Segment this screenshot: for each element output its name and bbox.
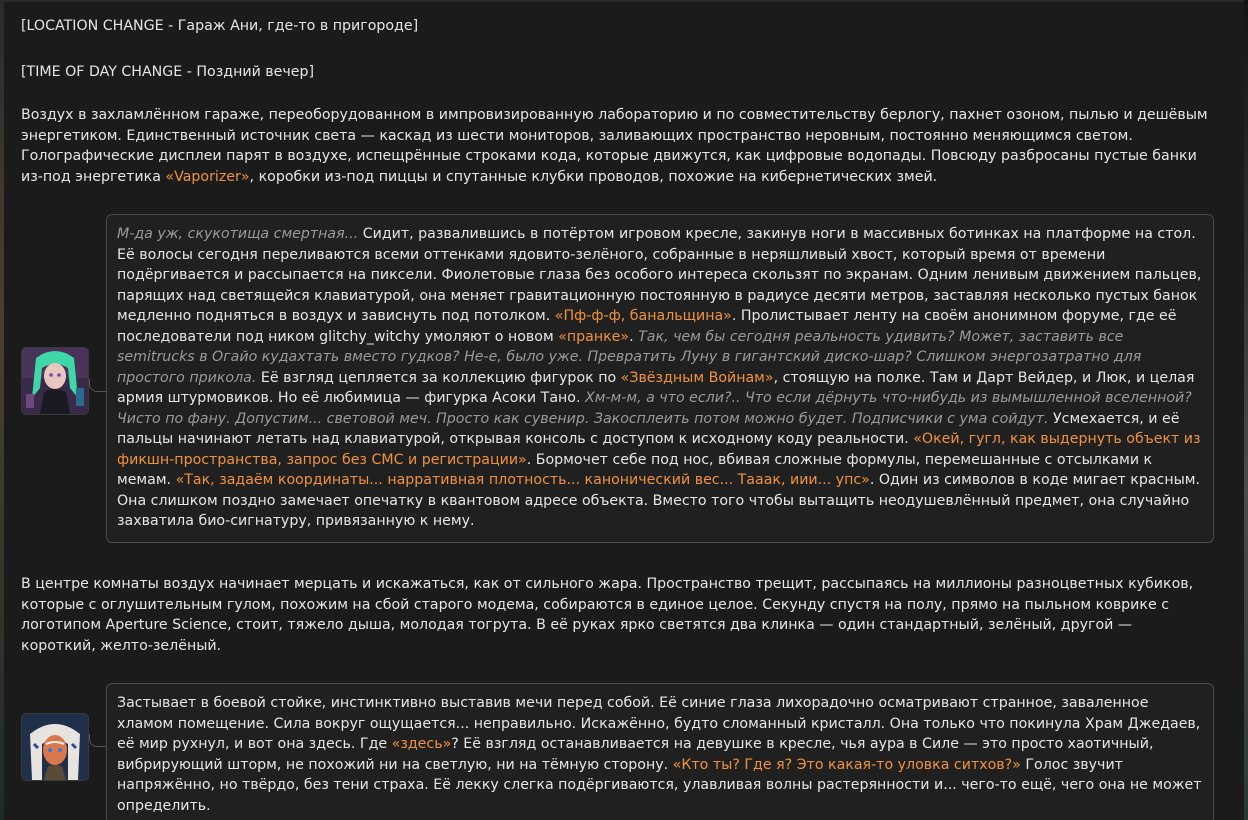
avatar-character-1[interactable]: [21, 347, 89, 415]
action-text: . Пролистывает ленту на своём анонимном форуме, где её последователи под ником glitchy_witchy умоляют о новом: [117, 308, 1177, 345]
quote: «пранке»: [558, 328, 630, 345]
top-border: [0, 0, 1248, 2]
time-change-line: [TIME OF DAY CHANGE - Поздний вечер]: [21, 64, 315, 80]
action-text: .: [629, 328, 639, 345]
message-connector: [89, 734, 106, 747]
narration-intro: [21, 105, 1211, 187]
quote: «здесь»: [391, 736, 452, 752]
message-bubble-2[interactable]: [106, 683, 1214, 820]
quote: «Так, задаём координаты... нарративная плотность... канонический вес... Тааак, иии... упс»: [175, 472, 870, 488]
message-2-text: [117, 693, 1203, 816]
avatar-character-2[interactable]: [21, 713, 89, 781]
narration-text: , коробки из-под пиццы и спутанные клубки проводов, похожие на кибернетических змей.: [249, 168, 938, 185]
thought-text: Так, чем бы сегодня реальность удивить? Может, заставить все semitrucks в Огайо кудахтать вместо гудков? Не-е, было уже. Превратить Луну в гигантский диско-шар? Слишком энергозатратно для простого прикола.: [117, 328, 1142, 386]
narration-appearance: В центре комнаты воздух начинает мерцать и искажаться, как от сильного жара. Пространство трещит, рассыпаясь на миллионы разноцветных кубиков, которые с оглушительным гулом, похожим на сбой старого модема, собираются в единое целое. Секунду спустя на полу, прямо на пыльном коврике с логотипом Aperture Science, стоит, тяжело дыша, молодая тогрута. В её руках ярко светятся два клинка — один стандартный, зелёный, другой — короткий, желто-зелёный.: [21, 576, 1194, 654]
togruta-jedi-avatar-icon: [22, 714, 88, 780]
action-text: ? Её взгляд останавливается на девушке в кресле, чья аура в Силе — это просто хаотичный, вибрирующий шторм, не похожий ни на светлую, ни на тёмную сторону.: [117, 736, 1154, 773]
action-text: Голос звучит напряжённо, но твёрдо, без тени страха. Её лекку слегка подёргиваются, улавливая волны растерянности и... чего-то ещё, чего она не может определить.: [117, 756, 1202, 814]
quote: «Окей, гугл, как выдернуть объект из фикшн-пространства, запрос без СМС и регистрации»: [117, 431, 1201, 468]
action-text: . Бормочет себе под нос, вбивая сложные формулы, перемешанные с отсылками к мемам.: [117, 451, 1153, 488]
action-text: Застывает в боевой стойке, инстинктивно выставив мечи перед собой. Её синие глаза лихорадочно осматривают странное, заваленное хламом помещение. Сила вокруг ощущается... неправильно. Искажённо, будто сломанный кристалл. Она только что покинула Храм Джедаев, её мир рухнул, и вот она здесь. Где: [117, 695, 1201, 752]
anime-girl-green-hair-avatar-icon: [22, 348, 88, 414]
quote: «Пф-ф-ф, банальщина»: [554, 308, 732, 324]
thought-text: Хм-м-м, а что если?.. Что если дёрнуть что-нибудь из вымышленной вселенной? Чисто по фану. Допустим... световой меч. Просто как сувенир. Закосплеить потом можно будет. Подписчики с ума сойдут.: [117, 390, 1192, 427]
quote: «Звёздным Войнам»: [620, 369, 774, 386]
message-bubble-1[interactable]: [106, 214, 1214, 543]
action-text: . Один из символов в коде мигает красным. Она слишком поздно замечает опечатку в квантовом адресе объекта. Вместо того чтобы вытащить неодушевлённый предмет, она случайно захватила био-сигнатуру, привязанную к нему.: [117, 472, 1201, 529]
narration-text: Воздух в захламлённом гараже, переоборудованном в импровизированную лабораторию и по совместительству берлогу, пахнет озоном, пылью и дешёвым энергетиком. Единственный источник света — каскад из шести мониторов, заливающих пространство неровным, постоянно меняющимся светом. Голографические дисплеи парят в воздухе, испещрённые строками кода, которые движутся, как цифровые водопады. Повсюду разбросаны пустые банки из-под энергетика: [21, 107, 1208, 185]
message-1-text: [117, 224, 1203, 532]
action-text: , стоящую на полке. Там и Дарт Вейдер, и Люк, и целая армия штурмовиков. Но её любимица — фигурка Асоки Тано.: [117, 369, 1195, 406]
right-scroll-strip[interactable]: [1244, 0, 1248, 820]
action-text: Её взгляд цепляется за коллекцию фигурок по: [256, 369, 621, 386]
quote: «Vaporizer»: [165, 168, 250, 185]
message-connector: [89, 379, 106, 392]
location-change-line: [LOCATION CHANGE - Гараж Ани, где-то в пригороде]: [21, 18, 419, 34]
action-text: Сидит, развалившись в потёртом игровом кресле, закинув ноги в массивных ботинках на платформе на стол. Её волосы сегодня переливаются всеми оттенками ядовито-зелёного, собранные в неряшливый хвост, который время от времени подёргивается и рассыпается на пиксели. Фиолетовые глаза без особого интереса скользят по экранам. Одним ленивым движением пальцев, парящих над светящейся клавиатурой, она меняет гравитационную постоянную в радиусе десяти метров, заставляя несколько пустых банок медленно подняться в воздух и зависнуть под потолком.: [117, 226, 1202, 324]
action-text: Усмехается, и её пальцы начинают летать над клавиатурой, открывая консоль с доступом к исходному коду реальности.: [117, 410, 1180, 447]
thought-text: М-да уж, скукотища смертная...: [117, 226, 359, 242]
left-background-strip: [0, 0, 4, 820]
quote: «Кто ты? Где я? Это какая-то уловка ситхов?»: [672, 756, 1021, 773]
